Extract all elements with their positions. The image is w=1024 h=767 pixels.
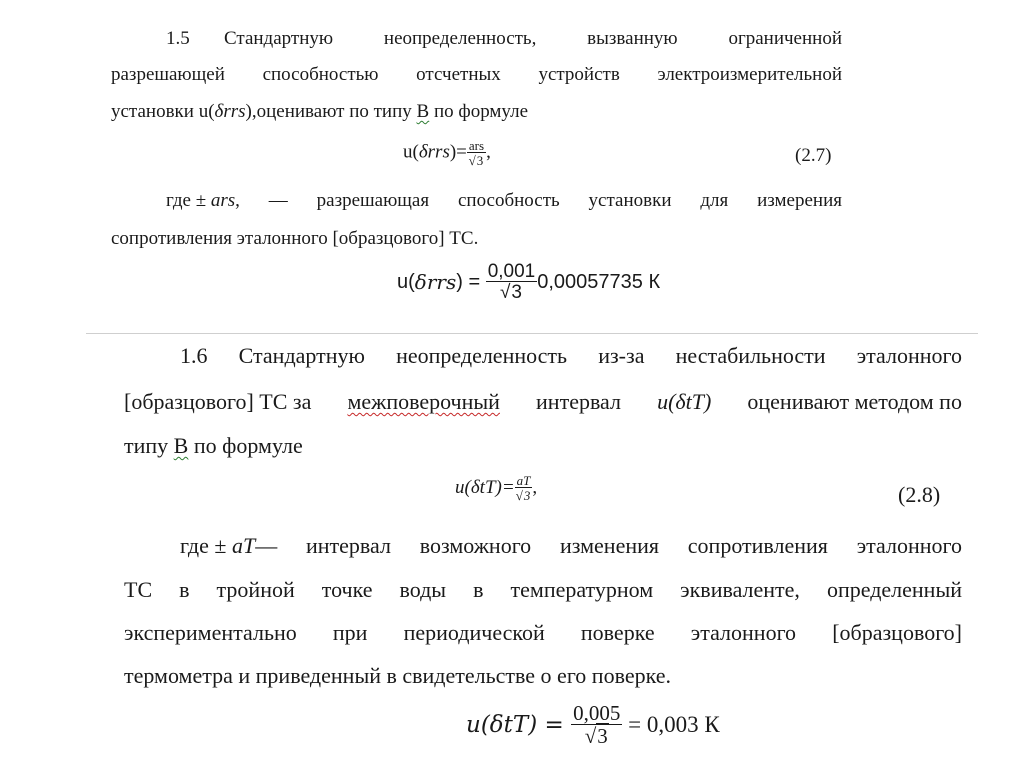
s2-line3-type: В bbox=[173, 433, 189, 458]
s2-calc-lhs: u(δtT) = bbox=[466, 712, 572, 738]
s2-where-line4: термометра и приведенный в свидетельстве о его поверке. bbox=[124, 663, 672, 688]
s1-line3 bbox=[111, 101, 528, 123]
s2-line3-a: типу bbox=[124, 433, 174, 458]
s1-calc-fraction bbox=[486, 262, 538, 302]
s2-where-line2: ТС в тройной точке воды в температурном эквиваленте, определенный bbox=[124, 577, 962, 602]
s2-formula-den-value: 3 bbox=[523, 488, 531, 503]
s2-formula-num: aT bbox=[516, 473, 531, 488]
s1-calc bbox=[397, 262, 660, 302]
s2-calc-den: √3 bbox=[584, 724, 608, 748]
s1-line3-e: по формуле bbox=[429, 101, 529, 122]
s1-line3-type: В bbox=[416, 101, 430, 122]
s1-calc-eq: ) = bbox=[456, 270, 486, 293]
s2-line2-c: интервал bbox=[530, 389, 627, 414]
s2-formula-fraction bbox=[515, 474, 533, 502]
section-divider bbox=[86, 333, 978, 334]
s1-formula-u: u( bbox=[403, 141, 419, 163]
s1-where-var: ars bbox=[210, 190, 236, 211]
s2-where-a: где ± bbox=[180, 533, 232, 558]
s2-calc-num: 0,005 bbox=[573, 701, 621, 725]
s1-calc-den: √3 bbox=[499, 282, 522, 303]
s1-where-line1 bbox=[166, 190, 842, 212]
s1-calc-var: δrrs bbox=[414, 270, 457, 294]
s1-line1 bbox=[166, 28, 842, 50]
s1-formula-den: √3 bbox=[468, 153, 484, 168]
s1-line3-c: ),оценивают по типу bbox=[245, 101, 417, 122]
s1-formula-number: (2.7) bbox=[795, 145, 832, 166]
s2-calc-result: 0,003 К bbox=[646, 712, 720, 737]
s1-calc-u: u( bbox=[397, 270, 415, 293]
s1-calc-result: 0,00057735 К bbox=[537, 270, 661, 293]
s2-calc-eq: = bbox=[622, 712, 647, 737]
s1-line3-var: δrrs bbox=[214, 101, 246, 122]
s2-formula-number: (2.8) bbox=[898, 482, 941, 507]
s1-item-number: 1.5 bbox=[166, 28, 190, 49]
s2-formula-den: √3 bbox=[515, 488, 531, 503]
s1-formula-tail: , bbox=[486, 141, 491, 163]
s2-calc-den-value: 3 bbox=[597, 724, 608, 748]
s2-formula bbox=[455, 474, 537, 502]
s2-line2-var: u(δtT) bbox=[657, 389, 712, 414]
s1-formula-den-value: 3 bbox=[476, 153, 484, 168]
s1-where-line2: сопротивления эталонного [образцового] ТС. bbox=[111, 228, 479, 249]
s2-line2-a: [образцового] ТС за bbox=[124, 389, 317, 414]
s1-formula-var: δrrs bbox=[418, 141, 450, 163]
s2-calc-fraction bbox=[571, 703, 622, 747]
s1-calc-den-value: 3 bbox=[511, 282, 522, 303]
s2-line3 bbox=[124, 433, 303, 459]
s2-formula-lhs: u(δtT)= bbox=[455, 477, 515, 498]
s1-formula-num: ars bbox=[468, 138, 485, 153]
s1-calc-num: 0,001 bbox=[487, 261, 536, 282]
s1-formula bbox=[403, 139, 491, 167]
s2-where-line1 bbox=[180, 533, 962, 559]
s2-line2-e: оценивают методом по bbox=[741, 389, 962, 414]
s1-where-c: , — разрешающая способность установки для измерения bbox=[235, 190, 842, 211]
s1-where-a: где ± bbox=[166, 190, 211, 211]
s2-line2 bbox=[124, 389, 962, 415]
s2-formula-tail: , bbox=[532, 477, 538, 498]
s2-calc bbox=[466, 703, 720, 747]
s1-formula-eq: )= bbox=[449, 141, 467, 163]
s2-where-var: aT bbox=[231, 533, 256, 558]
s1-line2: разрешающей способностью отсчетных устройств электроизмерительной bbox=[111, 64, 842, 85]
s1-line1-text: Стандартную неопределенность, вызванную ограниченной bbox=[224, 28, 842, 49]
s2-where-c: — интервал возможного изменения сопротивления эталонного bbox=[255, 533, 962, 558]
s2-line2-b: межповерочный bbox=[347, 389, 500, 414]
s2-where-line3: экспериментально при периодической поверке эталонного [образцового] bbox=[124, 620, 962, 645]
s1-formula-fraction bbox=[467, 139, 486, 167]
s1-line3-a: установки u( bbox=[111, 101, 215, 122]
s2-line1: 1.6 Стандартную неопределенность из-за нестабильности эталонного bbox=[180, 343, 962, 368]
s2-line3-c: по формуле bbox=[188, 433, 303, 458]
